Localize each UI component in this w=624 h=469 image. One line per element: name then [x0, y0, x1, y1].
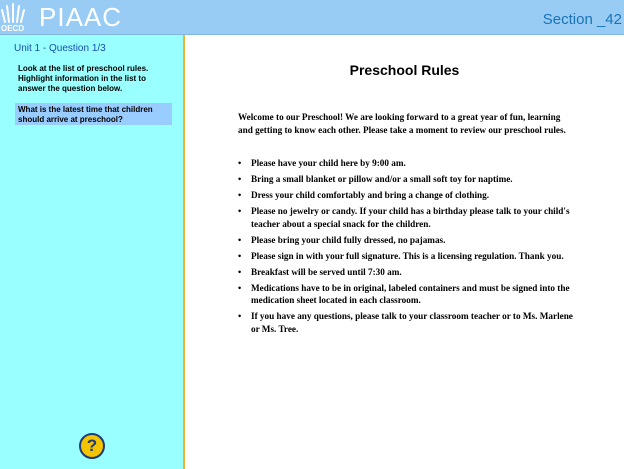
piaac-logo-text: PIAAC [39, 2, 123, 32]
document-title: Preschool Rules [349, 62, 460, 78]
question-text: What is the latest time that children should arrive at preschool? [15, 103, 172, 125]
rule-item[interactable]: • Please bring your child fully dressed, no pajamas. [238, 234, 576, 247]
rule-item[interactable]: • Please no jewelry or candy. If your child has a birthday please talk to your child's teacher about a special snack for the children. [238, 205, 576, 230]
section-label: Section _42 [542, 11, 622, 28]
oecd-logo-icon [1, 1, 31, 33]
question-panel [0, 35, 185, 469]
rule-item[interactable]: • Medications have to be in original, labeled containers and must be signed into the medication sheet located in each classroom. [238, 282, 576, 307]
rule-item[interactable]: • Bring a small blanket or pillow and/or a small soft toy for naptime. [238, 173, 576, 186]
document-area [185, 35, 624, 469]
instruction-text: Look at the list of preschool rules. Highlight information in the list to answer the question below. [18, 64, 149, 93]
intro-paragraph[interactable]: Welcome to our Preschool! We are looking forward to a great year of fun, learning and getting to know each other. Please take a moment to review our preschool rules. [238, 112, 566, 135]
rule-item[interactable]: • Dress your child comfortably and bring a change of clothing. [238, 189, 576, 202]
help-button[interactable]: ? [79, 433, 105, 459]
rules-list [238, 157, 576, 339]
rule-item[interactable]: • Please sign in with your full signature. This is a licensing regulation. Thank you. [238, 250, 576, 263]
oecd-logo-text: OECD [1, 24, 25, 33]
rule-item[interactable]: • Breakfast will be served until 7:30 am. [238, 266, 576, 279]
unit-question-label: Unit 1 - Question 1/3 [14, 43, 106, 54]
rule-item[interactable]: • If you have any questions, please talk to your classroom teacher or to Ms. Marlene or Ms. Tree. [238, 310, 576, 335]
header-bar [0, 0, 624, 35]
rule-item[interactable]: • Please have your child here by 9:00 am. [238, 157, 576, 170]
